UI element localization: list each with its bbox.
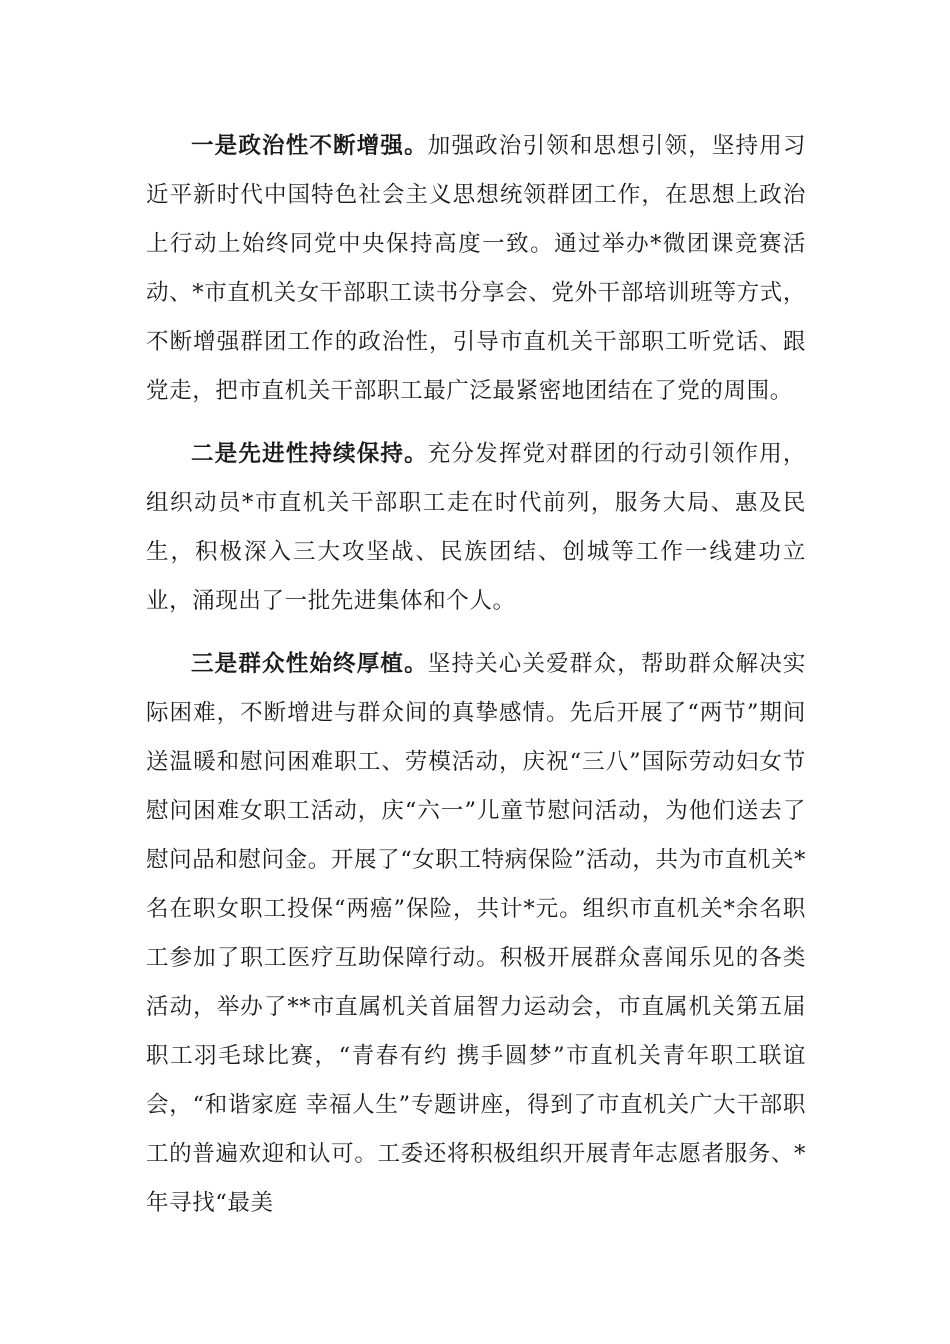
paragraph-body: 坚持关心关爱群众，帮助群众解决实际困难，不断增进与群众间的真挚感情。先后开展了“两节”期间送温暖和慰问困难职工、劳模活动，庆祝“三八”国际劳动妇女节慰问困难女职工活动，庆“六一”儿童节慰问活动，为他们送去了慰问品和慰问金。开展了“女职工特病保险”活动，共为市直机关*名在职女职工投保“两癌”保险，共计*元。组织市直机关*余名职工参加了职工医疗互助保障行动。积极开展群众喜闻乐见的各类活动，举办了**市直属机关首届智力运动会，市直属机关第五届职工羽毛球比赛，“青春有约 携手圆梦”市直机关青年职工联谊会，“和谐家庭 幸福人生”专题讲座，得到了市直机关广大干部职工的普遍欢迎和认可。工委还将积极组织开展青年志愿者服务、*年寻找“最美 — [146, 651, 806, 1216]
paragraph-body: 加强政治引领和思想引领，坚持用习近平新时代中国特色社会主义思想统领群团工作，在思想上政治上行动上始终同党中央保持高度一致。通过举办*微团课竞赛活动、*市直机关女干部职工读书分享会、党外干部培训班等方式，不断增强群团工作的政治性，引导市直机关干部职工听党话、跟党走，把市直机关干部职工最广泛最紧密地团结在了党的周围。 — [146, 133, 806, 404]
paragraph-heading: 一是政治性不断增强。 — [191, 133, 428, 159]
paragraph-political — [146, 122, 806, 416]
document-page — [146, 122, 806, 1242]
paragraph-mass — [146, 640, 806, 1228]
paragraph-heading: 二是先进性持续保持。 — [191, 441, 428, 467]
paragraph-advanced — [146, 430, 806, 626]
paragraph-body: 充分发挥党对群团的行动引领作用，组织动员*市直机关干部职工走在时代前列，服务大局、惠及民生，积极深入三大攻坚战、民族团结、创城等工作一线建功立业，涌现出了一批先进集体和个人。 — [146, 441, 806, 614]
paragraph-heading: 三是群众性始终厚植。 — [191, 651, 428, 677]
